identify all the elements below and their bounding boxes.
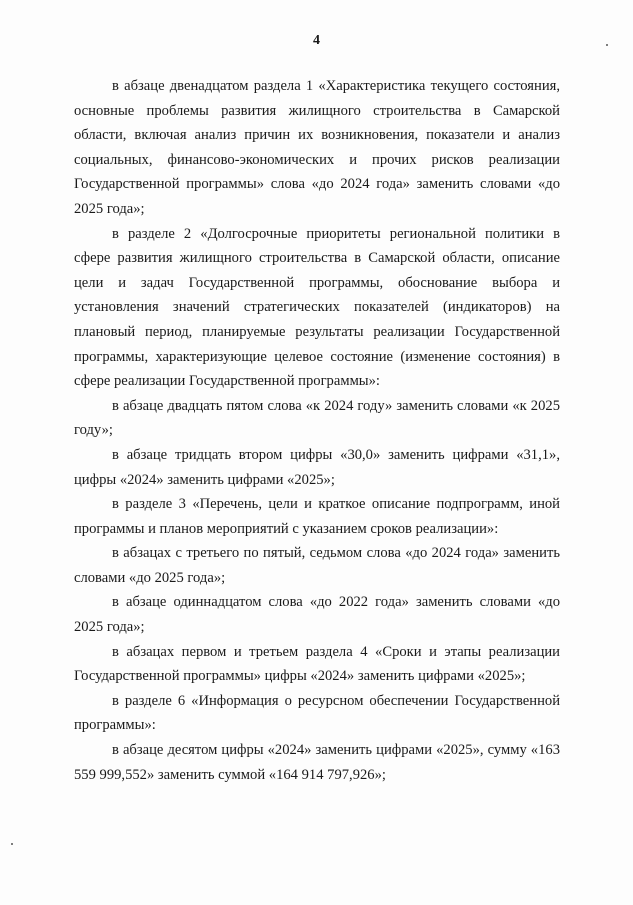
paragraph: в абзацах первом и третьем раздела 4 «Сроки и этапы реализации Государственной программы» цифры «2024» заменить цифрами «2025»; — [74, 643, 560, 685]
paragraph: в разделе 3 «Перечень, цели и краткое описание подпрограмм, иной программы и планов мероприятий с указанием сроков реализации»: — [74, 496, 560, 537]
paragraph: в абзаце тридцать втором цифры «30,0» заменить цифрами «31,1», цифры «2024» заменить цифрами «2025»; — [74, 446, 560, 488]
paragraph: в абзацах с третьего по пятый, седьмом слова «до 2024 года» заменить словами «до 2025 года»; — [74, 545, 560, 586]
document-body — [74, 74, 560, 787]
scan-speck — [11, 843, 13, 845]
scan-speck — [606, 44, 608, 46]
page-number: 4 — [313, 33, 320, 48]
paragraph: в абзаце двадцать пятом слова «к 2024 году» заменить словами «к 2025 году»; — [74, 397, 560, 439]
paragraph: в разделе 6 «Информация о ресурсном обеспечении Государственной программы»: — [74, 692, 560, 734]
paragraph: в абзаце одиннадцатом слова «до 2022 года» заменить словами «до 2025 года»; — [74, 594, 560, 636]
paragraph: в абзаце десятом цифры «2024» заменить цифрами «2025», сумму «163 559 999,552» заменить суммой «164 914 797,926»; — [74, 742, 560, 783]
paragraph: в абзаце двенадцатом раздела 1 «Характеристика текущего состояния, основные проблемы развития жилищного строительства в Самарской области, включая анализ причин их возникновения, показатели и анализ социальных, финансово-экономических и прочих рисков реализации Государственной программы» слова «до 2024 года» заменить словами «до 2025 года»; — [74, 78, 560, 217]
paragraph: в разделе 2 «Долгосрочные приоритеты региональной политики в сфере развития жилищного строительства в Самарской области, описание цели и задач Государственной программы, обоснование выбора и установления значений стратегических показателей (индикаторов) на плановый период, планируемые результаты реализации Государственной программы, характеризующие целевое состояние (изменение состояния) в сфере реализации Государственной программы»: — [74, 225, 560, 390]
